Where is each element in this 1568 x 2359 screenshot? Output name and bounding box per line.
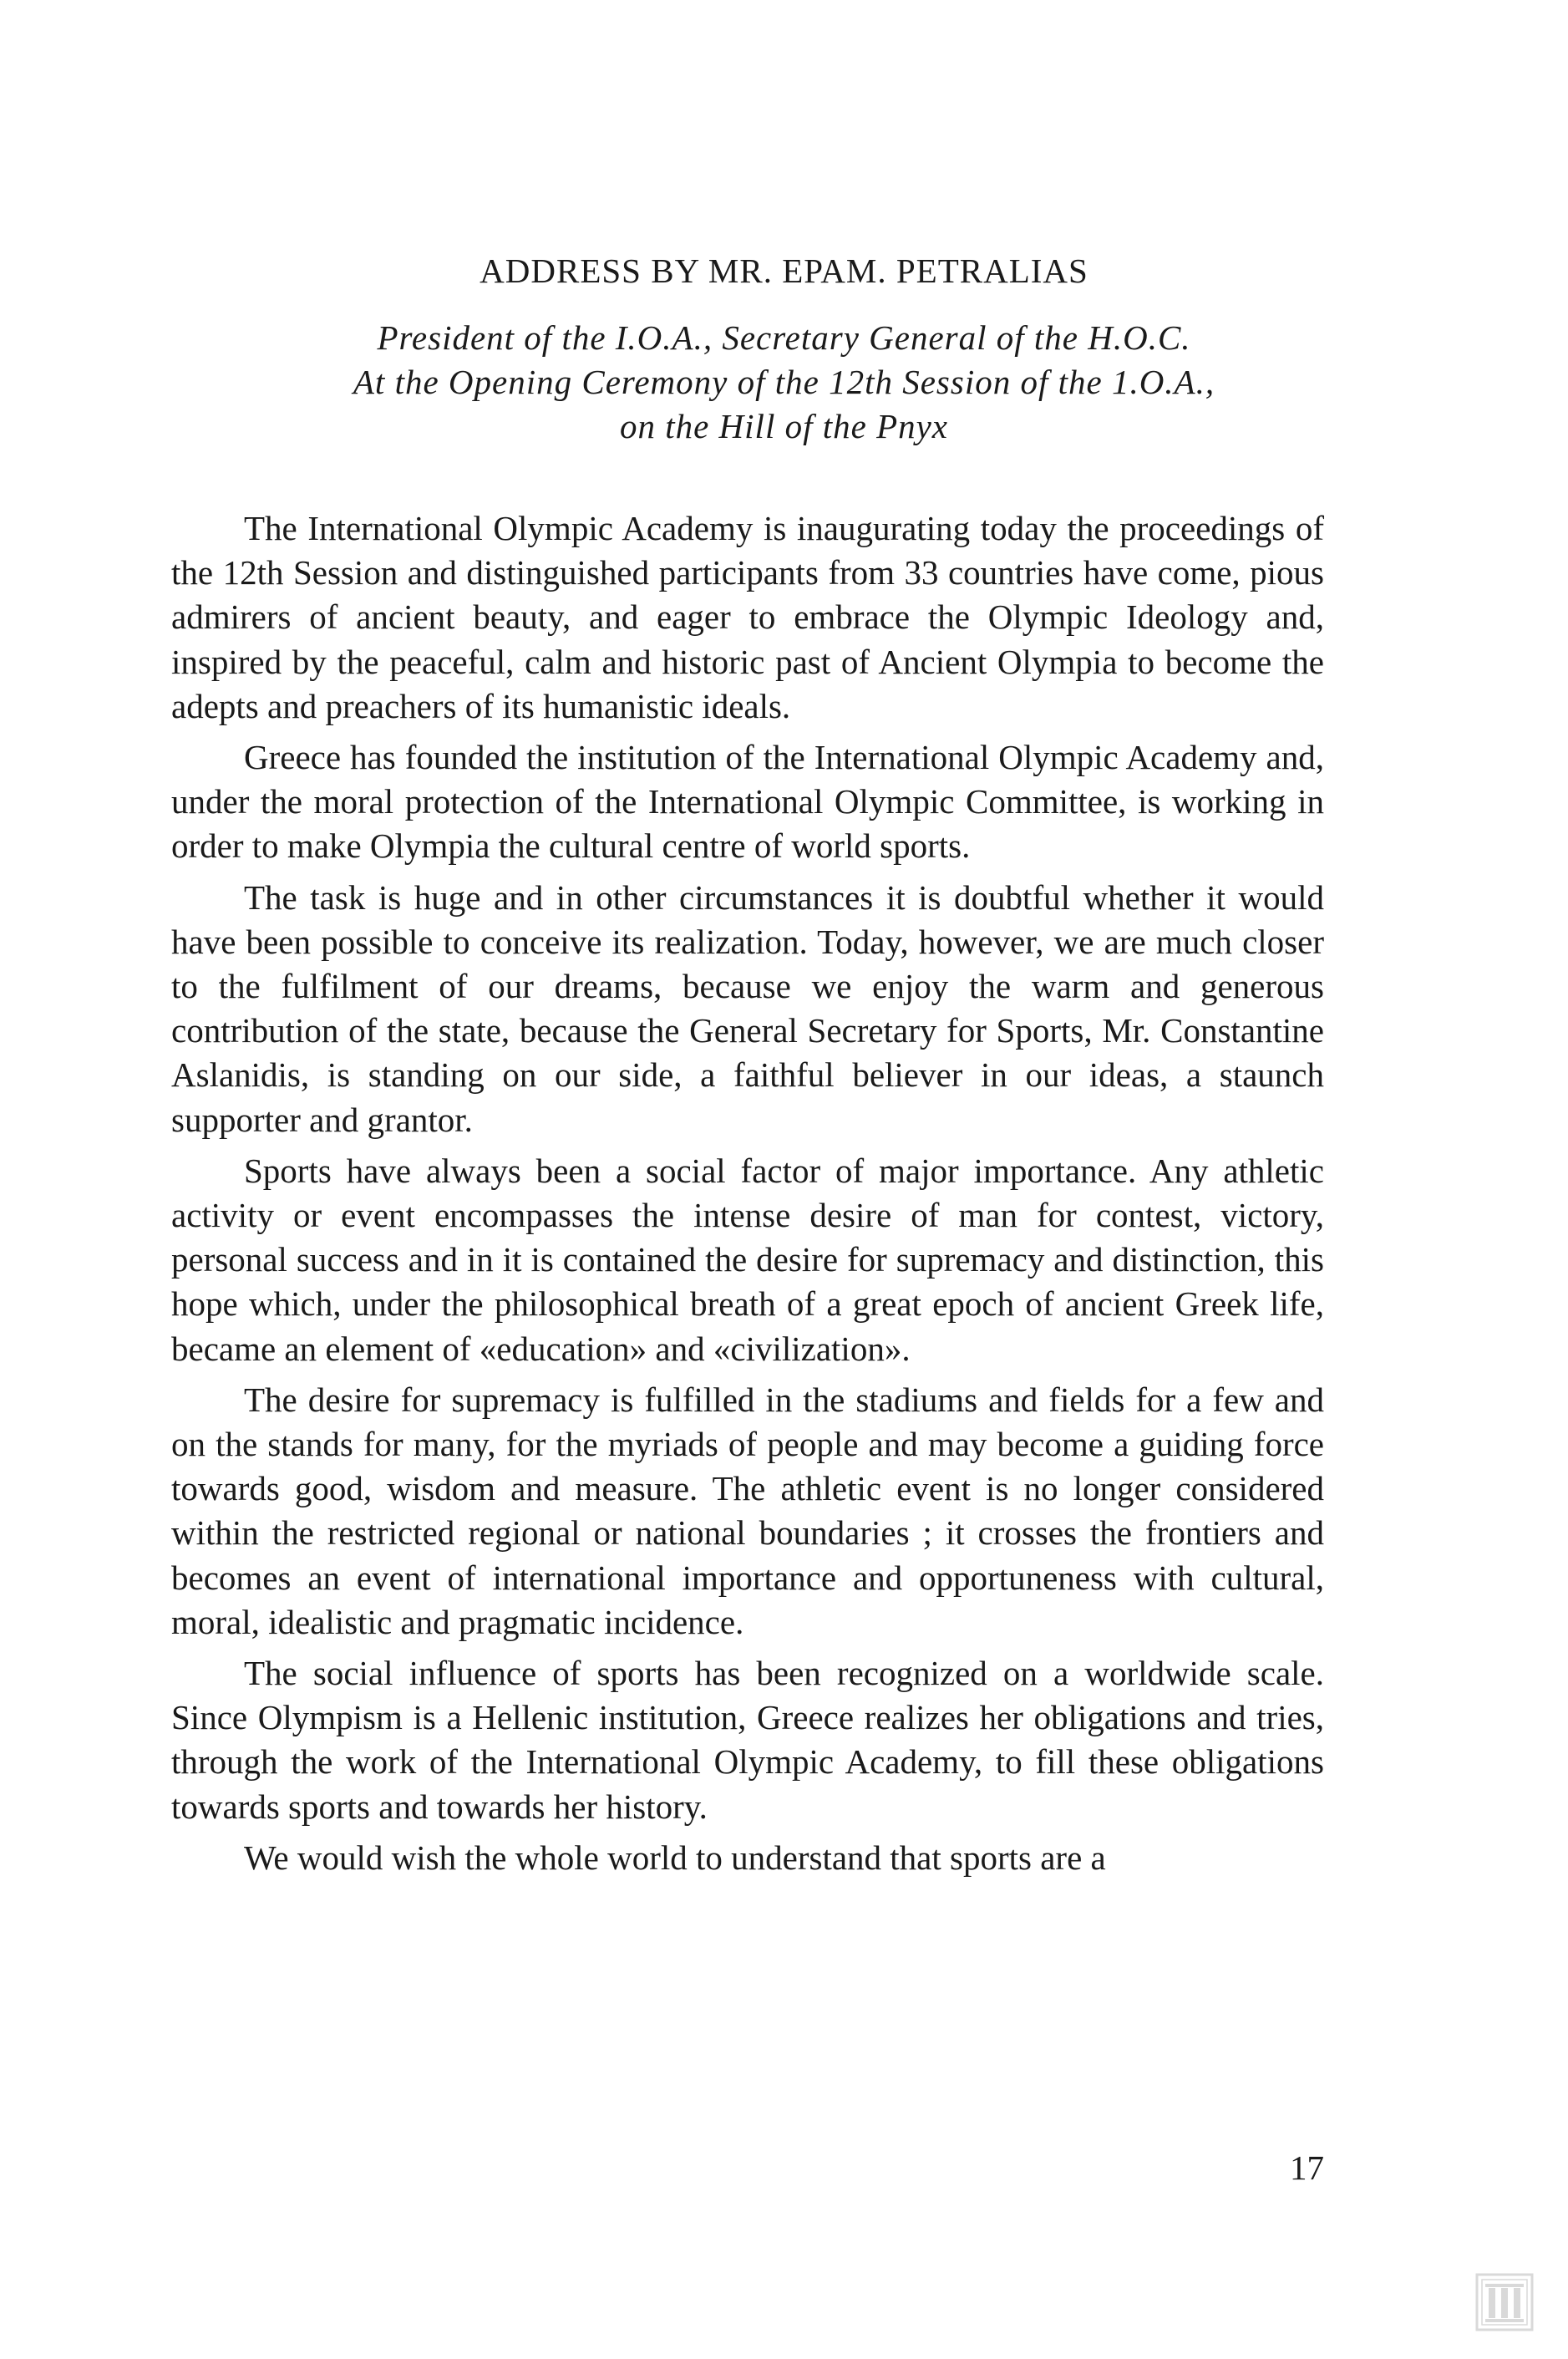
paragraph-5: The desire for supremacy is fulfilled in the stadiums and fields for a few and on the stands for many, for the myriads of people and may become a guiding force towards good, wisdom and measure. The athletic event is no longer considered within the restricted regional or national boundaries ; it crosses the frontiers and becomes an event of international importance and opportuneness with cultural, moral, idealistic and pragmatic incidence.	[171, 1380, 1324, 1641]
paragraph-3: The task is huge and in other circumstances it is doubtful whether it would have been possible to conceive its realization. Today, however, we are much closer to the fulfilment of our dreams, because we enjoy the warm and generous contribution of the state, because the General Secretary for Sports, Mr. Constantine Aslanidis, is standing on our side, a faithful believer in our ideas, a staunch supporter and grantor.	[171, 877, 1324, 1139]
page-title: ADDRESS BY MR. EPAM. PETRALIAS	[480, 252, 1088, 290]
paragraph-6: The social influence of sports has been recognized on a worldwide scale. Since Olympism is a Hellenic institution, Greece realizes her obligations and tries, through the work of the International Olympic Academy, to fill these obligations towards sports and towards her history.	[171, 1654, 1324, 1826]
body-text	[171, 506, 1324, 1887]
library-emblem-icon	[1475, 2273, 1534, 2331]
paragraph-2: Greece has founded the institution of the International Olympic Academy and, under the moral protection of the International Olympic Committee, is working in order to make Olympia the cultural centre of world sports.	[171, 738, 1324, 866]
paragraph-1: The International Olympic Academy is inaugurating today the proceedings of the 12th Session and distinguished participants from 33 countries have come, pious admirers of ancient beauty, and eager to embrace the Olympic Ideology and, inspired by the peaceful, calm and historic past of Ancient Olympia to become the adepts and preachers of its humanistic ideals.	[171, 509, 1324, 725]
subtitle-line-1: President of the I.O.A., Secretary General of the H.O.C.	[377, 318, 1191, 357]
page-number: 17	[1290, 2148, 1324, 2187]
subtitle-line-3: on the Hill of the Pnyx	[619, 407, 949, 445]
subtitle-line-2: At the Opening Ceremony of the 12th Session of the 1.O.A.,	[353, 363, 1215, 401]
paragraph-7: We would wish the whole world to understand that sports are a	[244, 1838, 1106, 1877]
paragraph-4: Sports have always been a social factor of major importance. Any athletic activity or event encompasses the intense desire of man for contest, victory, personal success and in it is contained the desire for supremacy and distinction, this hope which, under the philosophical breath of a great epoch of ancient Greek life, became an element of «education» and «civilization».	[171, 1151, 1324, 1368]
